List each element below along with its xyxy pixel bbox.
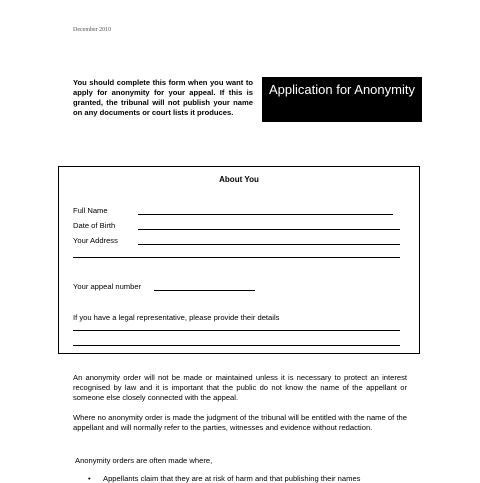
about-you-section [58, 166, 420, 354]
document-date: December 2010 [73, 27, 112, 33]
form-title: Application for Anonymity [269, 82, 415, 97]
bullet-item-1: Appellants claim that they are at risk of harm and that publishing their names [103, 474, 361, 483]
representative-field-line-2[interactable] [73, 345, 400, 346]
anonymity-paragraph-2: Where no anonymity order is made the judgment of the tribunal will be entitled with the name of the appellant and will normally refer to the parties, witnesses and evidence without redaction. [73, 413, 407, 432]
representative-field-line-1[interactable] [73, 330, 400, 331]
full-name-field[interactable] [138, 214, 393, 215]
appeal-number-label: Your appeal number [73, 282, 142, 291]
bullet-marker: • [88, 474, 91, 483]
representative-label: If you have a legal representative, please provide their details [73, 313, 280, 322]
intro-text: You should complete this form when you want to apply for anonymity for your appeal. If this is granted, the tribunal will not publish your name on any documents or court lists it produces. [73, 78, 253, 117]
address-field-line-2[interactable] [73, 257, 400, 258]
date-of-birth-field[interactable] [138, 229, 400, 230]
date-of-birth-label: Date of Birth [73, 221, 116, 230]
title-box [262, 77, 422, 122]
anonymity-paragraph-1: An anonymity order will not be made or maintained unless it is necessary to protect an interest recognised by law and it is important that the public do not know the name of the appellant or someone else closely connected with the appeal. [73, 373, 407, 402]
section-heading: About You [219, 175, 259, 184]
full-name-label: Full Name [73, 206, 108, 215]
address-field-line-1[interactable] [138, 244, 400, 245]
address-label: Your Address [73, 236, 118, 245]
anonymity-paragraph-3: Anonymity orders are often made where, [75, 456, 213, 465]
appeal-number-field[interactable] [154, 290, 255, 291]
